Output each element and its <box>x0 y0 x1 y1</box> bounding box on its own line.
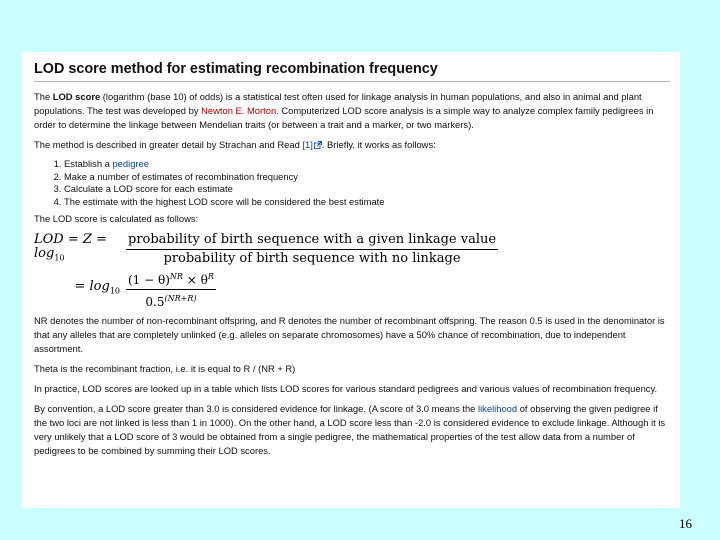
list-item: 1. Establish a pedigree <box>64 158 670 171</box>
theta-paragraph: Theta is the recombinant fraction, i.e. it is equal to R / (NR + R) <box>34 363 296 374</box>
likelihood-link[interactable]: likelihood <box>478 403 518 414</box>
convention-paragraph: By convention, a LOD score greater than 3.0 is considered evidence for linkage. (A score of 3.0 means the likelihood of observing the given pedigree if the two loci are not linked is less than 1 in 1000). On the other hand, a LOD score less than -2.0 is considered evidence to exclude linkage. Although it is very unlikely that a LOD score of 3 would be obtained from a single pedigree, the mathematical properties of the test allow data from a number of pedigrees to be combined by summing their LOD scores. <box>34 403 666 456</box>
formula-lhs: LOD = $Z = \log_{10}$ <box>34 232 107 263</box>
list-item: 3. Calculate a LOD score for each estimate <box>64 183 670 196</box>
lod-score-term: LOD score <box>52 91 101 102</box>
document-panel <box>22 52 680 508</box>
steps-list <box>34 158 670 208</box>
formula-fraction-1: $\frac{\text{probability of birth sequence with a given linkage value}}{\text{probability of birth sequence with no linkage}}$ <box>128 232 497 266</box>
formula-eq2: = $\log_{10}$ <box>74 279 120 296</box>
intro-paragraph: The LOD score (logarithm (base 10) of odds) is a statistical test often used for linkage analysis in human populations, and also in animal and plant populations. The test was developed by Newton E. Morton. Computerized LOD score analysis is a simple way to analyze complex family pedigrees in order to determine the linkage between Mendelian traits (or between a trait and a marker, or two markers). <box>34 91 654 130</box>
external-link-icon <box>314 141 322 149</box>
pedigree-link[interactable]: pedigree <box>112 158 149 169</box>
formula-line-2 <box>34 269 670 310</box>
list-item: 2. Make a number of estimates of recombination frequency <box>64 171 670 184</box>
formula-line-1 <box>34 232 670 267</box>
newton-morton-link[interactable]: Newton E. Morton <box>201 105 277 116</box>
page-number: 16 <box>679 516 692 531</box>
article-title: LOD score method for estimating recombination frequency <box>34 60 670 82</box>
list-item: 4. The estimate with the highest LOD score will be considered the best estimate <box>64 196 670 209</box>
lod-formula <box>34 232 670 310</box>
calc-intro: The LOD score is calculated as follows: <box>34 213 199 224</box>
practice-paragraph: In practice, LOD scores are looked up in a table which lists LOD scores for various standard pedigrees and various values of recombination frequency. <box>34 383 658 394</box>
nr-r-paragraph: NR denotes the number of non-recombinant offspring, and R denotes the number of recombinant offspring. The reason 0.5 is used in the denominator is that any alleles that are completely unlinked (e.g. alleles on separate chromosomes) have a 50% chance of recombination, due to independent assortment. <box>34 315 665 354</box>
formula-fraction-2: $\frac{(1 - \theta)^{NR} \times \theta^R}{0.5^{(NR+R)}}$ <box>126 269 216 310</box>
method-paragraph: The method is described in greater detail by Strachan and Read [1] . Briefly, it works as follows: <box>34 139 436 150</box>
reference-link[interactable]: [1] <box>302 139 321 150</box>
